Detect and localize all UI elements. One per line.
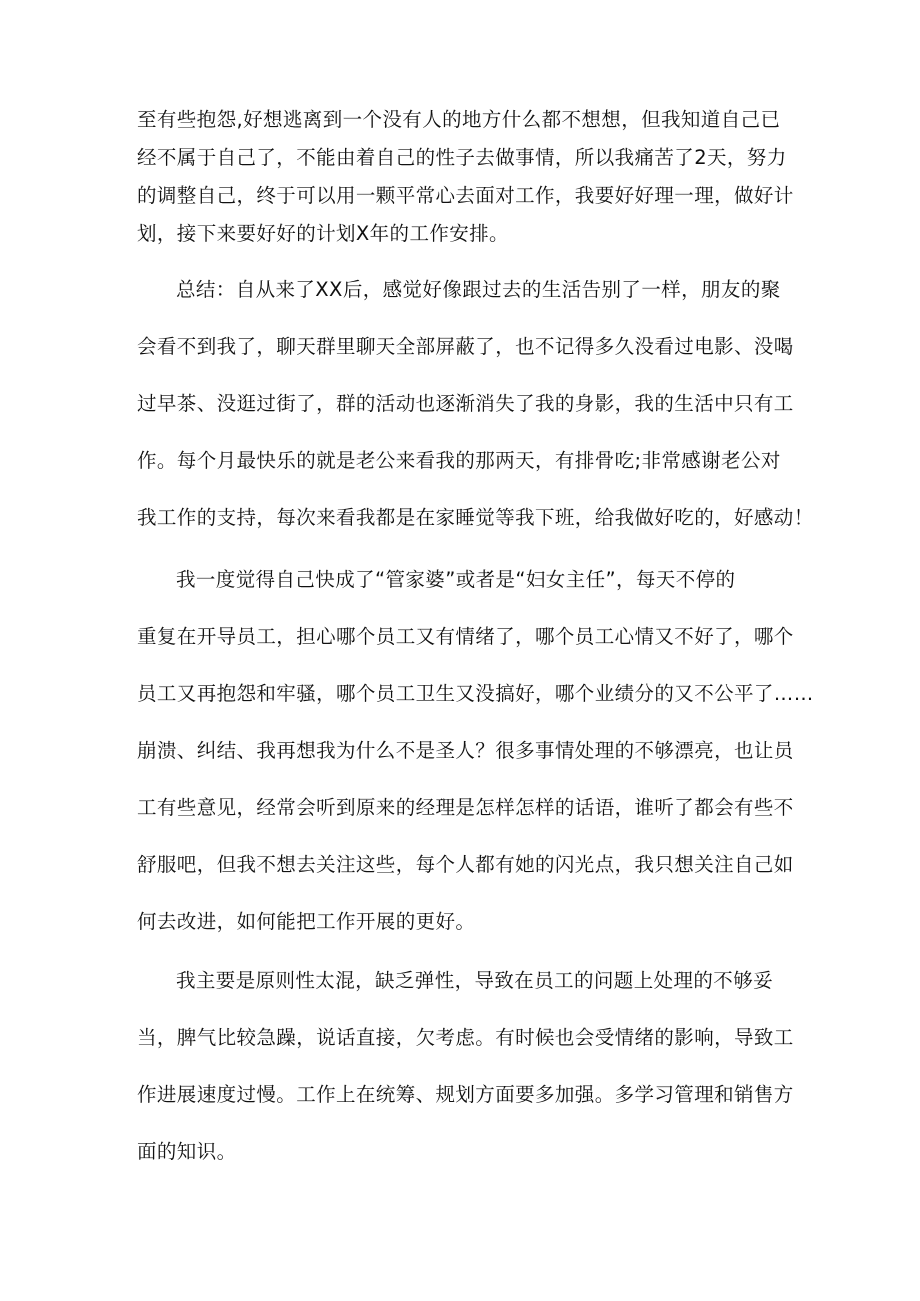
- text-line: 过早茶、没逛过街了，群的活动也逐渐消失了我的身影，我的生活中只有工: [137, 392, 794, 415]
- text-line: 我工作的支持，每次来看我都是在家睡觉等我下班，给我做好吃的，好感动！: [137, 506, 814, 529]
- text-line: 我一度觉得自己快成了“管家婆”或者是“妇女主任”，每天不停的: [176, 568, 736, 591]
- text-line: 作。每个月最快乐的就是老公来看我的那两天，有排骨吃;非常感谢老公对: [137, 449, 781, 472]
- text-line: 工有些意见，经常会听到原来的经理是怎样怎样的话语，谁听了都会有些不: [137, 796, 794, 819]
- paragraph-4: [137, 966, 794, 1194]
- text-line: 的调整自己，终于可以用一颗平常心去面对工作，我要好好理一理，做好计: [137, 184, 794, 207]
- text-line: 经不属于自己了，不能由着自己的性子去做事情，所以我痛苦了2天，努力: [137, 146, 787, 169]
- text-line: 会看不到我了，聊天群里聊天全部屏蔽了，也不记得多久没看过电影、没喝: [137, 335, 794, 358]
- text-line: 作进展速度过慢。工作上在统筹、规划方面要多加强。多学习管理和销售方: [137, 1083, 794, 1106]
- text-line: 至有些抱怨,好想逃离到一个没有人的地方什么都不想想，但我知道自己已: [137, 108, 781, 131]
- text-line: 总结：自从来了XX后，感觉好像跟过去的生活告别了一样，朋友的聚: [176, 278, 781, 301]
- text-line: 何去改进，如何能把工作开展的更好。: [137, 910, 476, 933]
- paragraph-2: [137, 275, 814, 560]
- paragraph-3: [137, 565, 814, 964]
- text-line: 面的知识。: [137, 1140, 237, 1163]
- text-line: 我主要是原则性太混，缺乏弹性，导致在员工的问题上处理的不够妥: [176, 969, 774, 992]
- text-line: 崩溃、纠结、我再想我为什么不是圣人？很多事情处理的不够漂亮，也让员: [137, 739, 794, 762]
- text-line: 舒服吧，但我不想去关注这些，每个人都有她的闪光点，我只想关注自己如: [137, 853, 794, 876]
- paragraph-1: [137, 105, 794, 257]
- text-line: 重复在开导员工，担心哪个员工又有情绪了，哪个员工心情又不好了，哪个: [137, 625, 794, 648]
- text-line: 当，脾气比较急躁，说话直接，欠考虑。有时候也会受情绪的影响，导致工: [137, 1026, 794, 1049]
- text-line: 划，接下来要好好的计划X年的工作安排。: [137, 222, 509, 245]
- text-line: 员工又再抱怨和牢骚，哪个员工卫生又没搞好，哪个业绩分的又不公平了……: [137, 682, 814, 705]
